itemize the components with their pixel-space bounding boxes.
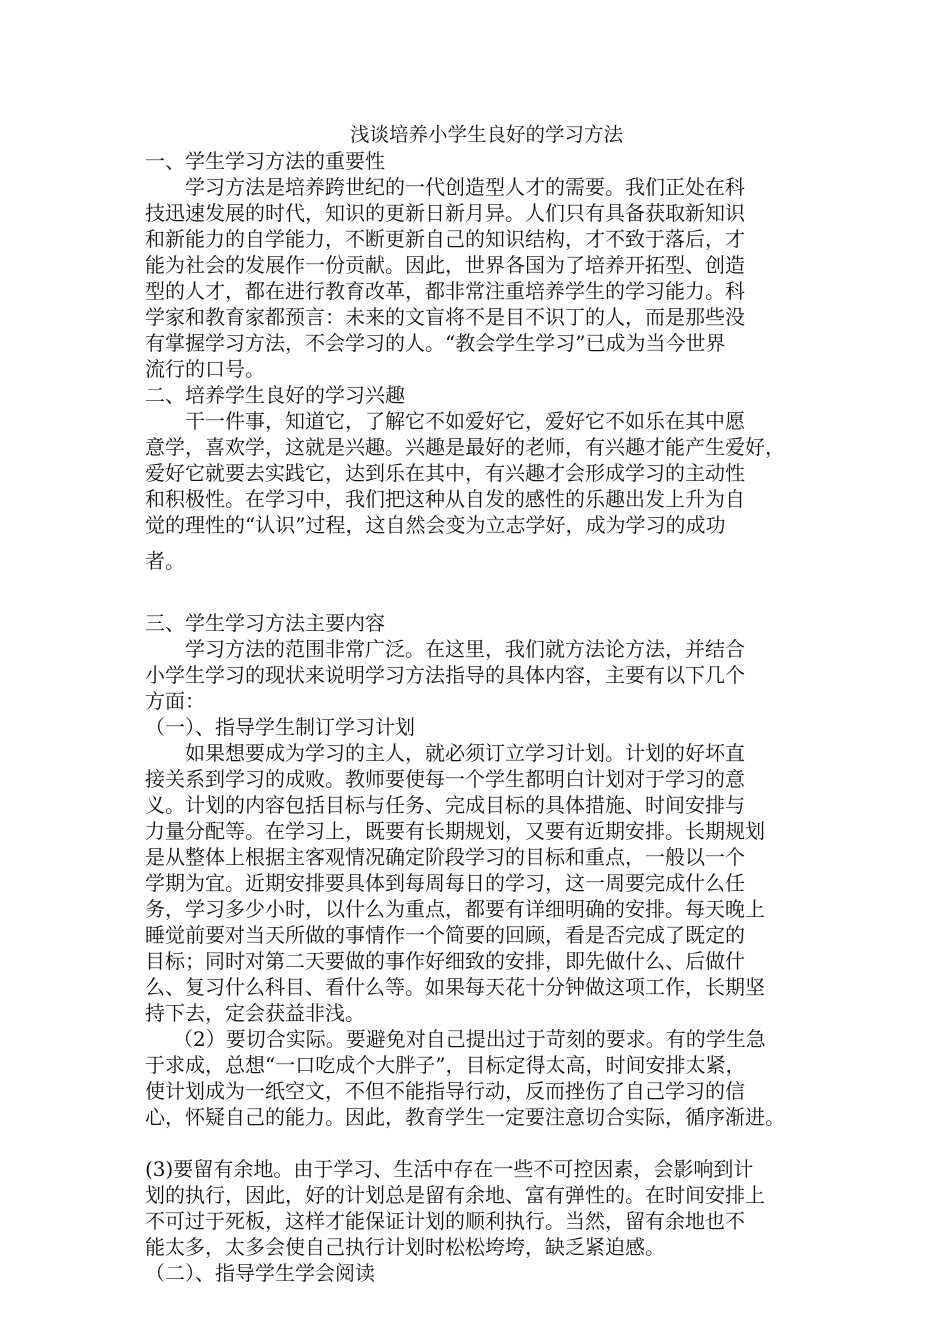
- paragraph-line: 者。: [145, 549, 185, 573]
- document-title: 浅谈培养小学生良好的学习方法: [349, 123, 623, 146]
- paragraph-line: 目标；同时对第二天要做的事作好细致的安排，即先做什么、后做什: [145, 949, 745, 973]
- paragraph-line: 学期为宜。近期安排要具体到每周每日的学习，这一周要完成什么任: [145, 871, 745, 895]
- paragraph-line: 么、复习什么科目、看什么等。如果每天花十分钟做这项工作，长期坚: [145, 975, 765, 999]
- paragraph-line: 方面：: [145, 689, 205, 713]
- paragraph-line: 型的人才，都在进行教育改革，都非常注重培养学生的学习能力。科: [145, 279, 745, 303]
- paragraph-line: 觉的理性的“认识”过程，这自然会变为立志学好，成为学习的成功: [145, 513, 726, 537]
- document-page: [145, 122, 820, 1286]
- paragraph-line: 务，学习多少小时，以什么为重点，都要有详细明确的安排。每天晚上: [145, 897, 765, 921]
- paragraph-line: 干一件事，知道它，了解它不如爱好它，爱好它不如乐在其中愿: [185, 409, 745, 433]
- spacer: [145, 584, 820, 610]
- paragraph-line: 义。计划的内容包括目标与任务、完成目标的具体措施、时间安排与: [145, 793, 745, 817]
- paragraph-line: 使计划成为一纸空文，不但不能指导行动，反而挫伤了自己学习的信: [145, 1079, 745, 1103]
- paragraph-line: 划的执行，因此，好的计划总是留有余地、富有弹性的。在时间安排上: [145, 1183, 765, 1207]
- paragraph-line: 于求成，总想“一口吃成个大胖子”，目标定得太高，时间安排太紧，: [145, 1053, 746, 1077]
- paragraph-line: 接关系到学习的成败。教师要使每一个学生都明白计划对于学习的意: [145, 767, 745, 791]
- paragraph-line: 学习方法是培养跨世纪的一代创造型人才的需要。我们正处在科: [185, 175, 745, 199]
- subsection-heading-1: （一）、指导学生制订学习计划: [145, 715, 415, 739]
- paragraph-line: 学家和教育家都预言：未来的文盲将不是目不识丁的人，而是那些没: [145, 305, 745, 329]
- paragraph-line: 力量分配等。在学习上，既要有长期规划，又要有近期安排。长期规划: [145, 819, 765, 843]
- paragraph-line: 有掌握学习方法，不会学习的人。“教会学生学习”已成为当今世界: [145, 331, 726, 355]
- paragraph-line: 小学生学习的现状来说明学习方法指导的具体内容，主要有以下几个: [145, 663, 745, 687]
- paragraph-line: 意学，喜欢学，这就是兴趣。兴趣是最好的老师，有兴趣才能产生爱好，: [145, 435, 785, 459]
- paragraph-line: 是从整体上根据主客观情况确定阶段学习的目标和重点，一般以一个: [145, 845, 745, 869]
- paragraph-line: 能太多，太多会使自己执行计划时松松垮垮，缺乏紧迫感。: [145, 1235, 665, 1259]
- paragraph-line: 不可过于死板，这样才能保证计划的顺利执行。当然，留有余地也不: [145, 1209, 745, 1233]
- paragraph-line: 如果想要成为学习的主人，就必须订立学习计划。计划的好坏直: [185, 741, 745, 765]
- paragraph-line: 能为社会的发展作一份贡献。因此，世界各国为了培养开拓型、创造: [145, 253, 745, 277]
- paragraph-line: 学习方法的范围非常广泛。在这里，我们就方法论方法，并结合: [185, 637, 745, 661]
- paragraph-line: (3)要留有余地。由于学习、生活中存在一些不可控因素，会影响到计: [145, 1157, 754, 1181]
- paragraph-line: 和新能力的自学能力，不断更新自己的知识结构，才不致于落后，才: [145, 227, 745, 251]
- subsection-heading-2: （二）、指导学生学会阅读: [145, 1261, 375, 1285]
- section-heading-1: 一、学生学习方法的重要性: [145, 149, 385, 173]
- section-heading-3: 三、学生学习方法主要内容: [145, 611, 385, 635]
- section-heading-2: 二、培养学生良好的学习兴趣: [145, 383, 405, 407]
- paragraph-line: 和积极性。在学习中，我们把这种从自发的感性的乐趣出发上升为自: [145, 487, 745, 511]
- paragraph-line: 流行的口号。: [145, 357, 265, 381]
- paragraph-line: 睡觉前要对当天所做的事情作一个简要的回顾，看是否完成了既定的: [145, 923, 745, 947]
- paragraph-line: 持下去，定会获益非浅。: [145, 1001, 365, 1025]
- paragraph-line: 技迅速发展的时代，知识的更新日新月异。人们只有具备获取新知识: [145, 201, 745, 225]
- paragraph-line: 爱好它就要去实践它，达到乐在其中，有兴趣才会形成学习的主动性: [145, 461, 745, 485]
- paragraph-line: （2）要切合实际。要避免对自己提出过于苛刻的要求。有的学生急: [173, 1027, 766, 1051]
- spacer: [145, 1130, 820, 1156]
- paragraph-line: 心，怀疑自己的能力。因此，教育学生一定要注意切合实际，循序渐进。: [145, 1105, 785, 1129]
